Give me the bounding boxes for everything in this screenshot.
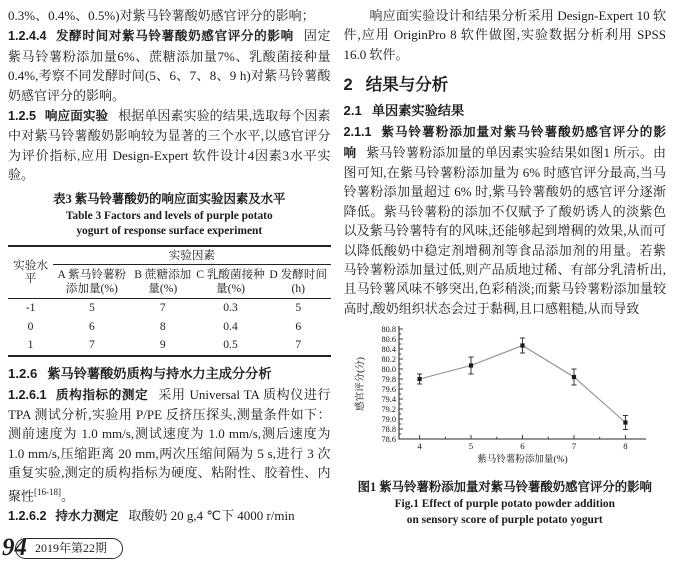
table-row [8, 299, 331, 318]
section-number: 2.1.1 [343, 125, 372, 140]
table-cell: 5 [295, 301, 302, 315]
column-header-d: D 发酵时间(h) [266, 265, 331, 299]
table-group-header-row [8, 246, 331, 265]
table-cell: 7 [159, 301, 166, 315]
section-title: 紫马铃薯酸奶质构与持水力主成分分析 [47, 365, 272, 381]
table-header-row [8, 265, 331, 299]
svg-text:79.0: 79.0 [380, 415, 396, 425]
svg-text:4: 4 [416, 441, 422, 452]
heading-2 [344, 71, 667, 95]
section-title: 单因素实验结果 [371, 103, 465, 119]
body-text: 取酸奶 20 g,4 ℃下 4000 r/min [128, 508, 295, 524]
data-point-marker [571, 375, 575, 379]
factors-levels-table [8, 245, 331, 357]
heading-2-1 [344, 100, 667, 119]
table-cell: 7 [295, 338, 302, 352]
section-title: 紫马铃薯粉添加量对紫马铃薯酸奶感官评分的影响 [343, 125, 666, 160]
paragraph-software [344, 6, 667, 64]
left-column [8, 6, 331, 528]
table3-caption-en-line2: yogurt of response surface experiment [76, 225, 263, 238]
section-number: 1.2.6 [8, 365, 38, 381]
figure-1 [352, 322, 667, 473]
table-row [8, 318, 331, 337]
issue-badge: 2019年第22期 [15, 538, 123, 559]
body-text: 0.3%、0.4%、0.5%)对紫马铃薯酸奶感官评分的影响； [8, 8, 315, 23]
data-point-marker [520, 344, 524, 348]
section-number: 1.2.5 [8, 109, 37, 124]
svg-text:79.4: 79.4 [380, 395, 396, 405]
body-text: 采用 Universal TA 质构仪进行 TPA 测试分析,实验用 P/PE 反挤压探头,测量条件如下：测前速度为 1.0 mm/s,测试速度为 1.0 mm/s,测后速度为 1.0 mm/s,压缩距离 20 mm,两次压缩间隔为 5 s,进行 3 次重复实验,测定的质构指标为硬度、粘附性、胶着性、内聚性 [8, 386, 331, 504]
body-text: 紫马铃薯粉添加量的单因素实验结果如图1 所示。由图可知,在紫马铃薯粉添加量为 6% 时感官评分最高,当马铃薯粉添加量超过 6% 时,紫马铃薯酸奶的感官评分逐渐降低。紫马铃薯粉的添加不仅赋予了酸奶诱人的淡紫色以及紫马铃薯特有的风味,还能够起到增稠的效果,从而可以降低酸奶中稳定剂增稠剂等食品添加剂的用量。若紫马铃薯粉添加量过低,则产品质地过稀、有部分乳清析出,且马铃薯风味不够突出,色彩稍淡;而紫马铃薯粉添加量较高时,酸奶组织状态会过于黏稠,且口感粗糙,从而导致 [343, 144, 666, 316]
body-text: 固定紫马铃薯粉添加量6%、蔗糖添加量7%、乳酸菌接种量0.4%,考察不同发酵时间(5、6、7、8、9 h)对紫马铃薯酸奶感官评分的影响。 [8, 28, 331, 103]
table-cell: 6 [295, 319, 302, 333]
section-number: 1.2.6.1 [8, 387, 47, 402]
x-axis-label: 紫马铃薯粉添加量(%) [476, 455, 568, 466]
svg-text:79.2: 79.2 [380, 405, 396, 415]
data-point-marker [623, 421, 627, 425]
section-1-2-5 [8, 106, 331, 185]
table-cell: 9 [159, 338, 166, 352]
svg-text:80.0: 80.0 [380, 365, 396, 375]
column-header-b: B 蔗糖添加量(%) [131, 265, 196, 299]
column-header-level: 实验水平 [8, 246, 53, 299]
svg-text:80.8: 80.8 [380, 325, 396, 335]
section-1-2-6-2 [8, 506, 331, 526]
table-cell: 0.3 [223, 301, 238, 315]
series-line [419, 346, 625, 423]
table-cell: 1 [27, 338, 34, 352]
body-text: 响应面实验设计和结果分析采用 Design-Expert 10 软件,应用 OriginPro 8 软件做图,实验数据分析利用 SPSS 16.0 软件。 [343, 8, 666, 62]
fig1-caption-en-line2: on sensory score of purple potato yogurt [406, 513, 603, 526]
fig1-line-chart [352, 322, 654, 468]
y-axis-label: 感官评分(分) [355, 357, 366, 412]
section-number: 1.2.4.4 [8, 29, 47, 44]
svg-text:5: 5 [468, 441, 473, 452]
fig1-caption-en-line1: Fig.1 Effect of purple potato powder addition [394, 498, 615, 511]
column-header-c: C 乳酸菌接种量(%) [195, 265, 266, 299]
svg-text:6: 6 [519, 441, 525, 452]
section-title: 响应面实验 [44, 109, 109, 124]
section-title: 发酵时间对紫马铃薯酸奶感官评分的影响 [55, 29, 294, 44]
heading-1-2-6 [8, 363, 331, 382]
table3-caption-en-line1: Table 3 Factors and levels of purple potato [65, 209, 273, 222]
data-point-marker [468, 364, 472, 368]
section-title: 结果与分析 [365, 76, 449, 95]
svg-text:78.6: 78.6 [380, 435, 396, 445]
table-cell: 5 [88, 301, 95, 315]
table-cell: 0 [27, 319, 34, 333]
page-number: 94 [2, 534, 27, 561]
svg-text:80.4: 80.4 [380, 345, 396, 355]
table-cell: 0.4 [223, 319, 238, 333]
fig1-caption-zh: 图1 紫马铃薯粉添加量对紫马铃薯酸奶感官评分的影响 [357, 480, 652, 495]
section-number: 1.2.6.2 [8, 509, 47, 524]
section-number: 2 [343, 76, 353, 95]
page-footer [2, 536, 123, 560]
section-1-2-4-4 [8, 26, 331, 105]
svg-text:79.8: 79.8 [380, 375, 396, 385]
table-cell: 0.5 [223, 338, 238, 352]
table-cell: 8 [159, 319, 166, 333]
svg-text:8: 8 [622, 441, 628, 452]
section-1-2-6-1 [8, 385, 331, 506]
svg-text:80.2: 80.2 [380, 355, 396, 365]
table3-caption-zh: 表3 紫马铃薯酸奶的响应面实验因素及水平 [53, 191, 286, 206]
body-text: 。 [61, 488, 75, 504]
table-cell: -1 [25, 301, 36, 315]
svg-text:79.6: 79.6 [380, 385, 396, 395]
table-cell: 7 [88, 338, 95, 352]
section-number: 2.1 [343, 103, 362, 119]
svg-text:78.8: 78.8 [380, 425, 396, 435]
paragraph-continuation [8, 6, 331, 25]
body-text: 根据单因素实验的结果,选取每个因素中对紫马铃薯酸奶影响较为显著的三个水平,以感官评分为评价指标,应用 Design-Expert 软件设计4因素3水平实验。 [8, 108, 331, 183]
data-point-marker [417, 377, 421, 381]
section-2-1-1 [344, 122, 667, 318]
svg-text:80.6: 80.6 [380, 335, 396, 345]
column-group-header: 实验因素 [53, 246, 330, 265]
svg-text:7: 7 [571, 441, 576, 452]
section-title: 持水力测定 [55, 509, 119, 524]
table-row [8, 336, 331, 356]
section-title: 质构指标的测定 [55, 387, 149, 402]
table-cell: 6 [88, 319, 95, 333]
reference-superscript: [16-18] [34, 486, 62, 497]
right-column [344, 6, 667, 528]
column-header-a: A 紫马铃薯粉添加量(%) [53, 265, 130, 299]
